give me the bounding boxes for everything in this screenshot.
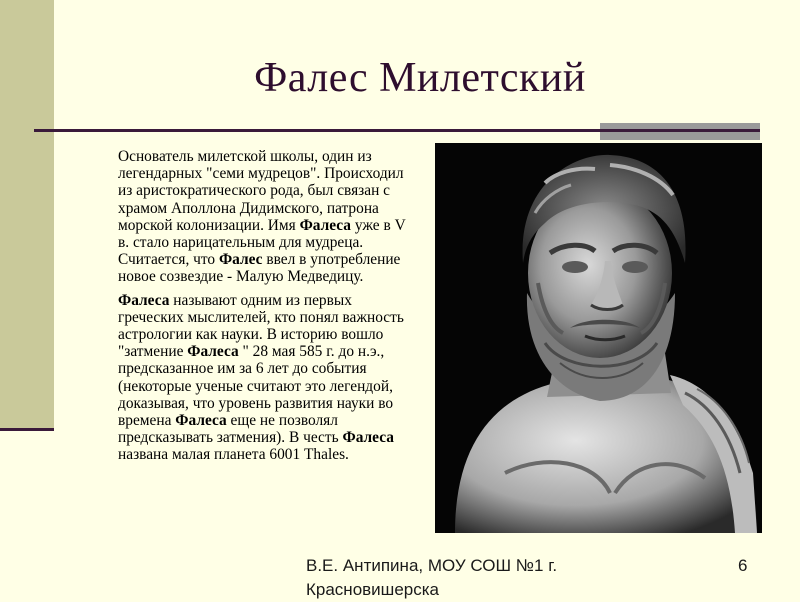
name-highlight: Фалеса <box>299 216 351 234</box>
slide-title: Фалес Милетский <box>254 55 586 101</box>
text-run: названа малая планета 6001 Thales. <box>118 446 349 464</box>
side-decoration-rule <box>0 428 54 431</box>
footer-author: В.Е. Антипина, МОУ СОШ №1 г. Красновишерска <box>306 556 558 599</box>
name-highlight: Фалеса <box>187 343 239 361</box>
name-highlight: Фалеса <box>118 291 170 309</box>
text-run: уже в V в. стало нарицательным для мудреца. Считается, что <box>118 216 406 269</box>
title-rule <box>34 129 760 132</box>
page-number: 6 <box>738 556 748 575</box>
paragraph-founder <box>118 148 418 286</box>
name-highlight: Фалес <box>218 251 263 269</box>
thales-bust-photo <box>435 143 762 533</box>
text-run: ввел в употребление новое созвездие - Малую Медведицу. <box>118 251 401 286</box>
name-highlight: Фалеса <box>175 412 227 430</box>
text-run: Основатель милетской школы, один из легендарных "семи мудрецов". Происходил из аристократического рода, был связан с храмом Аполлона Дидимского, патрона морской колонизации. Имя <box>118 148 404 234</box>
paragraph-astrology <box>118 292 418 464</box>
slide-body-text <box>118 148 418 464</box>
title-rule-accent-lower <box>600 136 760 140</box>
bust-illustration <box>435 143 762 533</box>
name-highlight: Фалеса <box>342 429 394 447</box>
text-run: " 28 мая 585 г. до н.э., предсказанное им за 6 лет до события (некоторые ученые считают это легендой, доказывая, что уровень развития науки во времена <box>118 343 394 430</box>
text-run: еще не позволял предсказывать затмения). В честь <box>118 412 343 447</box>
text-run: называют одним из первых греческих мыслителей, кто понял важность астрологии как науки. В историю вошло "затмение <box>118 291 404 361</box>
